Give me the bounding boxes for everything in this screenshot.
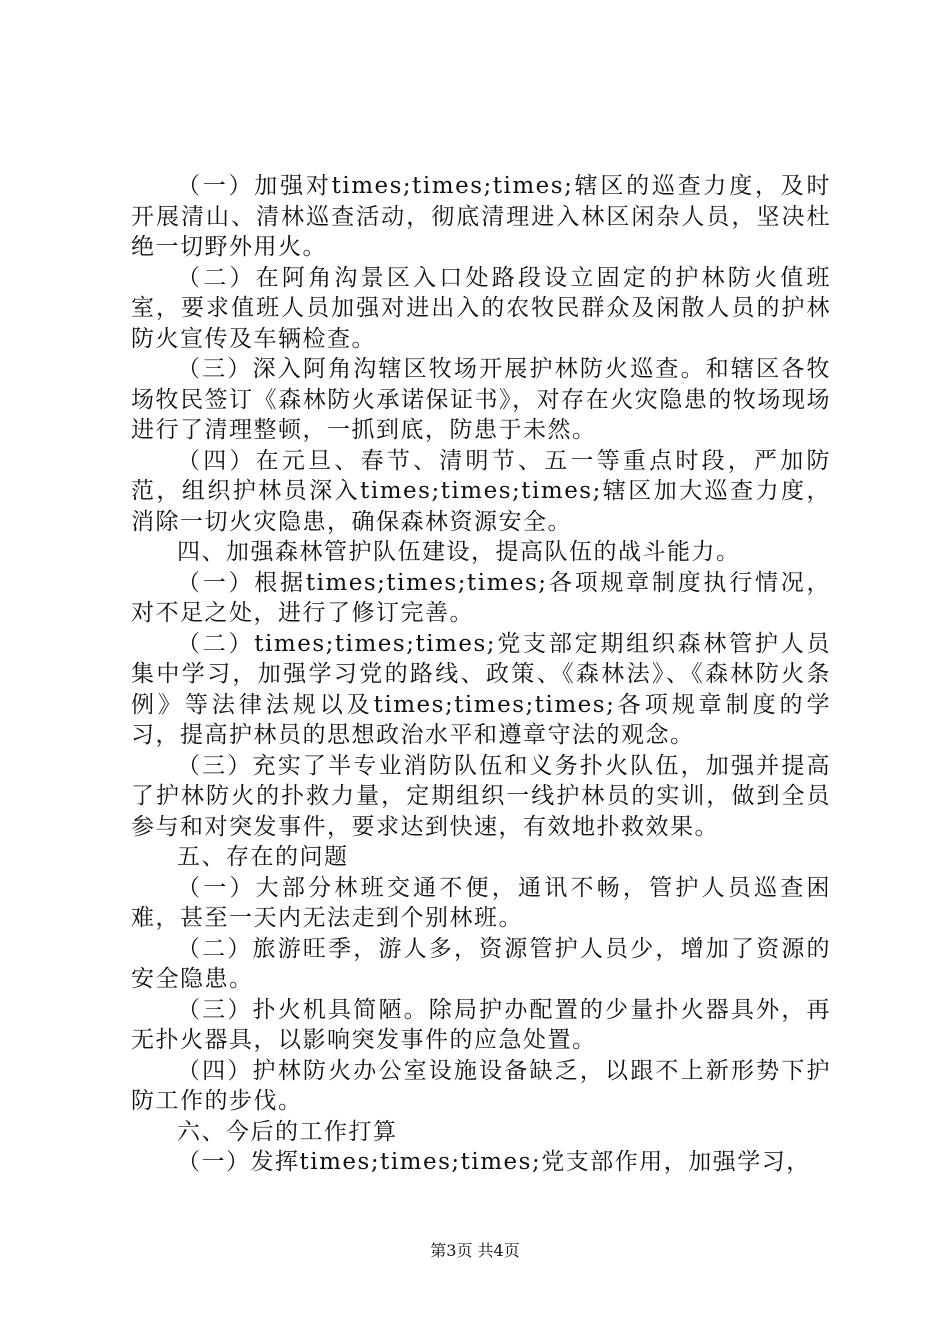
section-heading: 五、存在的问题 xyxy=(177,844,349,870)
paragraph: （三）充实了半专业消防队伍和义务扑火队伍，加强并提高了护林防火的扑救力量，定期组织一线护林员的实训，做到全员参与和对突发事件，要求达到快速，有效地扑救效果。 xyxy=(131,752,831,840)
paragraph: （一）大部分林班交通不便，通讯不畅，管护人员巡查困难，甚至一天内无法走到个别林班。 xyxy=(131,874,831,931)
paragraph: （一）发挥times;times;times;党支部作用，加强学习， xyxy=(177,1149,811,1175)
paragraph: （四）在元旦、春节、清明节、五一等重点时段，严加防范，组织护林员深入times;times;times;辖区加大巡查力度，消除一切火灾隐患，确保森林资源安全。 xyxy=(131,447,831,535)
paragraph: （三）扑火机具简陋。除局护办配置的少量扑火器具外，再无扑火器具，以影响突发事件的应急处置。 xyxy=(131,996,831,1053)
page-footer: 第3页 共4页 xyxy=(430,1241,520,1260)
paragraph: （二）times;times;times;党支部定期组织森林管护人员集中学习，加强学习党的路线、政策、《森林法》、《森林防火条例》等法律法规以及times;times;times;各项规章制度的学习，提高护林员的思想政治水平和遵章守法的观念。 xyxy=(131,630,831,748)
section-heading: 四、加强森林管护队伍建设，提高队伍的战斗能力。 xyxy=(177,539,741,565)
paragraph: （四）护林防火办公室设施设备缺乏，以跟不上新形势下护防工作的步伐。 xyxy=(131,1057,831,1114)
document-body xyxy=(131,171,831,1178)
paragraph: （二）在阿角沟景区入口处路段设立固定的护林防火值班室，要求值班人员加强对进出入的农牧民群众及闲散人员的护林防火宣传及车辆检查。 xyxy=(131,264,831,352)
section-heading: 六、今后的工作打算 xyxy=(177,1118,398,1145)
paragraph: （一）根据times;times;times;各项规章制度执行情况，对不足之处，进行了修订完善。 xyxy=(131,569,831,626)
paragraph: （一）加强对times;times;times;辖区的巡查力度，及时开展清山、清林巡查活动，彻底清理进入林区闲杂人员，坚决杜绝一切野外用火。 xyxy=(131,173,831,260)
paragraph: （二）旅游旺季，游人多，资源管护人员少，增加了资源的安全隐患。 xyxy=(131,935,831,992)
paragraph: （三）深入阿角沟辖区牧场开展护林防火巡查。和辖区各牧场牧民签订《森林防火承诺保证书》，对存在火灾隐患的牧场现场进行了清理整顿，一抓到底，防患于未然。 xyxy=(131,356,831,443)
